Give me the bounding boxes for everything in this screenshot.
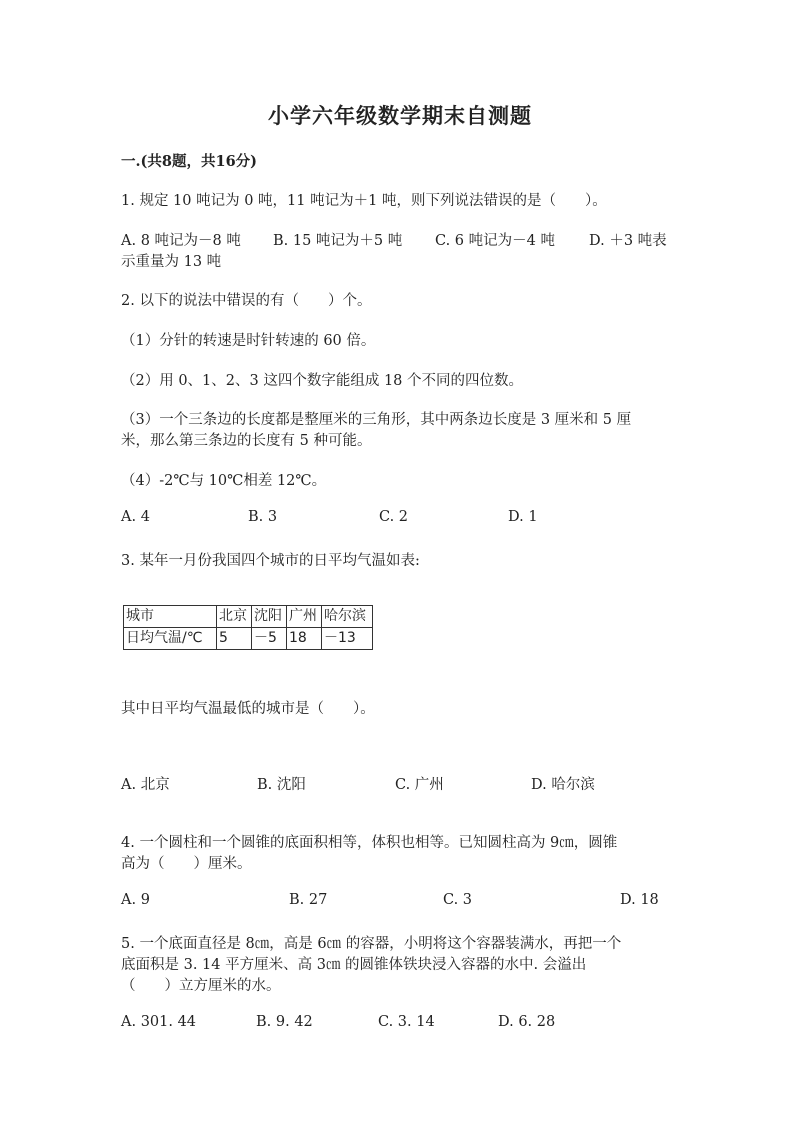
q2-option-d: D. 1 [508,509,538,525]
table-cell: －13 [322,628,373,650]
q2-stem: 2. 以下的说法中错误的有（ ）个。 [121,293,372,309]
q5-option-a: A. 301. 44 [121,1014,197,1030]
q3-option-b: B. 沈阳 [257,777,306,793]
table-cell: 城市 [124,606,217,628]
q2-option-c: C. 2 [379,509,409,525]
q2-statement-1: （1）分针的转速是时针转速的 60 倍。 [121,333,376,349]
q5-stem: 5. 一个底面直径是 8㎝，高是 6㎝ 的容器，小明将这个容器装满水，再把一个 [121,936,622,952]
q5-stem-cont-2: （ ）立方厘米的水。 [121,978,281,994]
q1-option-c: C. 6 吨记为－4 吨 [435,233,555,249]
table-cell: －5 [252,628,287,650]
table-cell: 哈尔滨 [322,606,373,628]
table-cell: 沈阳 [252,606,287,628]
q2-statement-2: （2）用 0、1、2、3 这四个数字能组成 18 个不同的四位数。 [121,373,524,389]
q4-stem: 4. 一个圆柱和一个圆锥的底面积相等，体积也相等。已知圆柱高为 9㎝，圆锥 [121,835,618,851]
table-cell: 北京 [217,606,252,628]
q4-stem-cont: 高为（ ）厘米。 [121,856,252,872]
section-heading: 一.(共8题，共16分) [121,153,258,170]
q2-statement-3-cont: 米，那么第三条边的长度有 5 种可能。 [121,433,372,449]
q3-option-c: C. 广州 [395,777,444,793]
q4-option-d: D. 18 [620,892,659,908]
q3-stem: 3. 某年一月份我国四个城市的日平均气温如表: [121,553,420,569]
q2-option-b: B. 3 [248,509,278,525]
q1-stem: 1. 规定 10 吨记为 0 吨，11 吨记为＋1 吨，则下列说法错误的是（ ）。 [121,193,607,209]
q5-option-b: B. 9. 42 [256,1014,313,1030]
temperature-table [123,605,373,650]
q1-option-d-cont: 示重量为 13 吨 [121,254,222,270]
q4-option-b: B. 27 [289,892,328,908]
q2-option-a: A. 4 [121,509,150,525]
q3-option-d: D. 哈尔滨 [531,777,595,793]
q2-statement-3: （3）一个三条边的长度都是整厘米的三角形，其中两条边长度是 3 厘米和 5 厘 [121,412,632,428]
table-header-row [124,606,373,628]
q2-statement-4: （4）-2℃与 10℃相差 12℃。 [121,473,327,489]
q1-option-a: A. 8 吨记为－8 吨 [121,233,241,249]
q4-option-c: C. 3 [443,892,473,908]
q5-option-d: D. 6. 28 [498,1014,556,1030]
q3-option-a: A. 北京 [121,777,170,793]
q5-option-c: C. 3. 14 [378,1014,435,1030]
table-row [124,628,373,650]
table-cell: 18 [287,628,322,650]
q1-option-d: D. ＋3 吨表 [589,233,667,249]
page-title: 小学六年级数学期末自测题 [268,103,532,128]
table-cell: 5 [217,628,252,650]
table-cell: 日均气温/℃ [124,628,217,650]
q3-question: 其中日平均气温最低的城市是（ ）。 [121,701,375,717]
table-cell: 广州 [287,606,322,628]
q1-option-b: B. 15 吨记为＋5 吨 [273,233,403,249]
q4-option-a: A. 9 [121,892,150,908]
q5-stem-cont: 底面积是 3. 14 平方厘米、高 3㎝ 的圆锥体铁块浸入容器的水中. 会溢出 [121,957,587,973]
